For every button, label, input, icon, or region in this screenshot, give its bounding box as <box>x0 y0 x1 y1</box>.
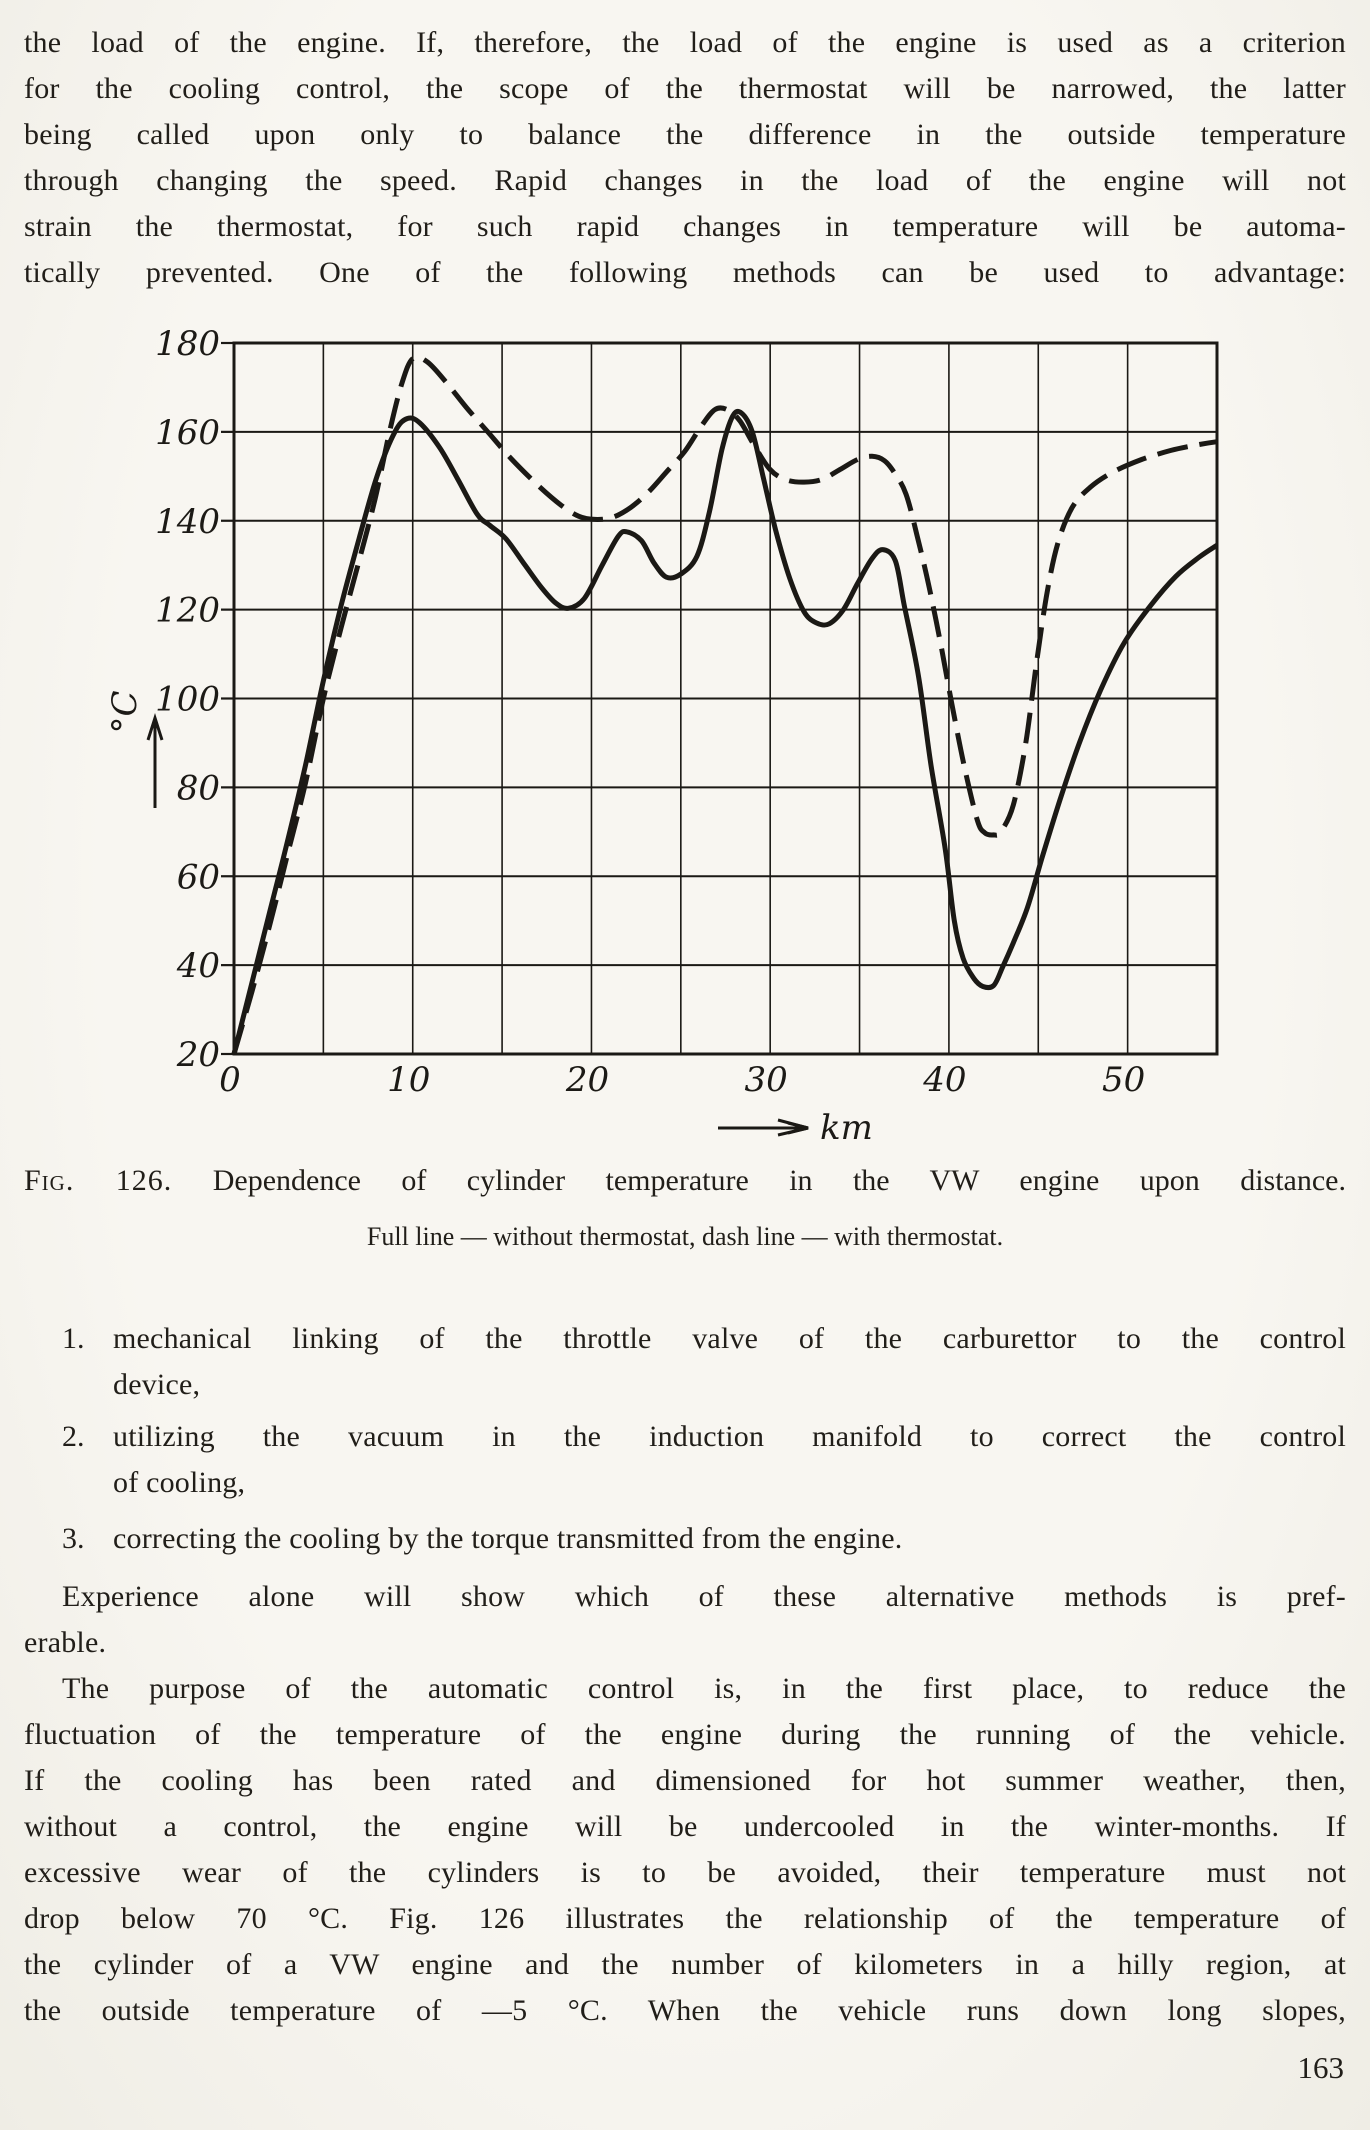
list-item-3 <box>0 1516 1370 1562</box>
x-tick-label: 50 <box>1102 1060 1146 1100</box>
figure-caption <box>24 1162 1346 1200</box>
text-line: The purpose of the automatic control is, in the first place, to reduce the <box>62 1672 1346 1705</box>
x-tick-label: 20 <box>565 1060 610 1100</box>
text-line: Experience alone will show which of these alternative methods is pref- <box>62 1580 1346 1613</box>
text-line: of cooling, <box>113 1466 246 1499</box>
text-line: mechanical linking of the throttle valve of the carburettor to the control <box>113 1322 1346 1355</box>
text-line: without a control, the engine will be undercooled in the winter-months. If <box>24 1810 1346 1843</box>
y-tick-label: 100 <box>155 679 220 720</box>
x-tick-label: 0 <box>219 1060 241 1100</box>
x-axis-arrow-icon <box>718 1120 808 1135</box>
text-line: fluctuation of the temperature of the engine during the running of the vehicle. <box>24 1718 1346 1751</box>
figure-chart <box>24 308 1346 1146</box>
text-line: the outside temperature of —5 °C. When the vehicle runs down long slopes, <box>24 1994 1346 2027</box>
text-line: the cylinder of a VW engine and the number of kilometers in a hilly region, at <box>24 1948 1346 1981</box>
list-item-1 <box>0 1316 1370 1408</box>
text-line: utilizing the vacuum in the induction manifold to correct the control <box>113 1420 1346 1453</box>
text-line: correcting the cooling by the torque transmitted from the engine. <box>113 1522 903 1555</box>
y-tick-label: 20 <box>176 1035 220 1075</box>
y-tick-label: 40 <box>176 946 220 987</box>
text-line: If the cooling has been rated and dimensioned for hot summer weather, then, <box>24 1764 1346 1797</box>
x-tick-label: 40 <box>923 1060 967 1100</box>
y-axis-arrow-icon <box>148 718 162 808</box>
text-line: through changing the speed. Rapid changes in the load of the engine will not <box>24 164 1346 197</box>
list-item-number: 2. <box>62 1420 85 1453</box>
text-line: excessive wear of the cylinders is to be avoided, their temperature must not <box>24 1856 1346 1889</box>
paragraph-top <box>24 20 1346 296</box>
list-item-2 <box>0 1414 1370 1506</box>
text-line: drop below 70 °C. Fig. 126 illustrates the relationship of the temperature of <box>24 1902 1346 1935</box>
y-tick-label: 120 <box>155 590 220 631</box>
y-axis-unit: °C <box>105 690 145 734</box>
text-line: erable. <box>24 1626 107 1659</box>
list-item-number: 1. <box>62 1322 85 1355</box>
text-line: device, <box>113 1368 201 1401</box>
y-tick-label: 160 <box>155 412 220 453</box>
text-line: being called upon only to balance the difference in the outside temperature <box>24 118 1346 151</box>
x-tick-label: 30 <box>744 1060 788 1100</box>
paragraph-purpose <box>24 1666 1346 2034</box>
curve-with-thermostat <box>234 357 1217 1054</box>
x-tick-label: 10 <box>387 1060 431 1100</box>
figure-caption-label: Fig. 126. <box>24 1164 173 1197</box>
figure-126 <box>24 308 1346 1146</box>
y-tick-label: 80 <box>176 768 220 809</box>
text-line: strain the thermostat, for such rapid changes in temperature will be automa- <box>24 210 1346 243</box>
figure-subcaption: Full line — without thermostat, dash line — with thermostat. <box>366 1222 1004 1251</box>
x-axis-unit: km <box>820 1108 873 1146</box>
y-tick-label: 60 <box>176 857 220 898</box>
page-number: 163 <box>1297 2050 1344 2085</box>
figure-caption-text: Dependence of cylinder temperature in the VW engine upon distance. <box>212 1164 1347 1197</box>
text-line: tically prevented. One of the following methods can be used to advantage: <box>24 256 1346 289</box>
list-item-number: 3. <box>62 1522 85 1555</box>
y-tick-label: 180 <box>155 324 220 364</box>
paragraph-experience <box>24 1574 1346 1666</box>
y-tick-label: 140 <box>155 501 220 542</box>
text-line: for the cooling control, the scope of the thermostat will be narrowed, the latter <box>24 72 1346 105</box>
text-line: the load of the engine. If, therefore, the load of the engine is used as a criterion <box>24 26 1346 59</box>
